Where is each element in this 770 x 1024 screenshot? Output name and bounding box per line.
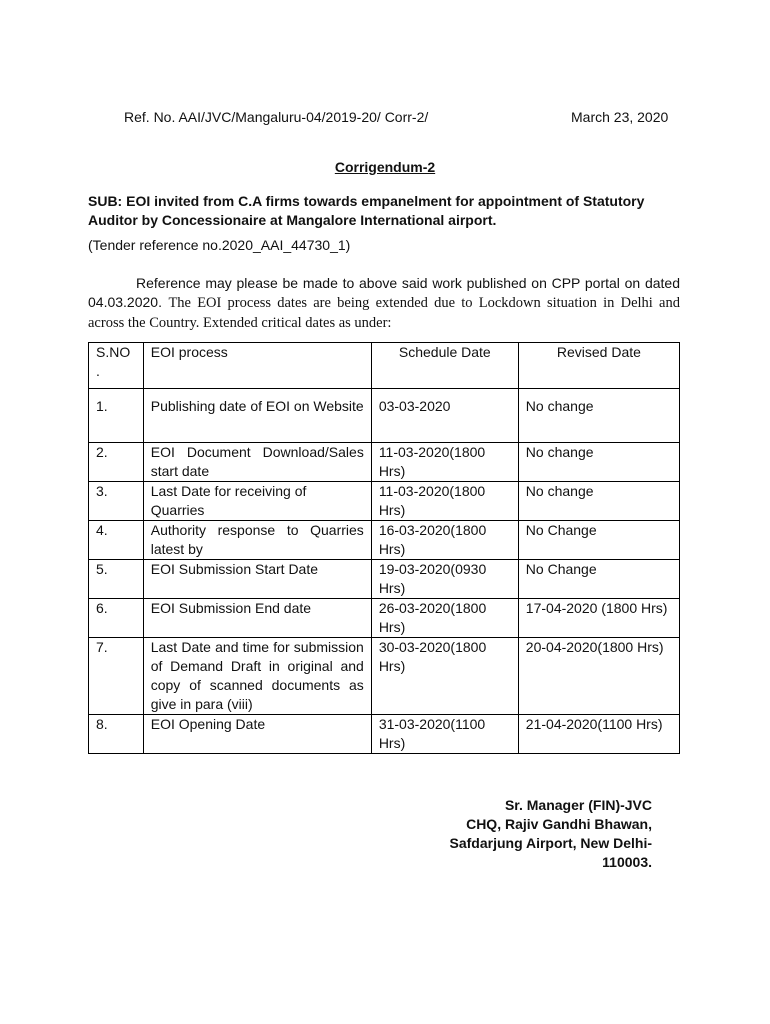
table-row xyxy=(89,521,680,560)
cell-process: EOI Opening Date xyxy=(143,715,371,754)
cell-sno: 8. xyxy=(89,715,144,754)
subject-line: SUB: EOI invited from C.A firms towards empanelment for appointment of Statutory Auditor by Concessionaire at Mangalore International airport. xyxy=(88,193,645,228)
eoi-dates-table xyxy=(88,342,680,754)
cell-process: Publishing date of EOI on Website xyxy=(143,389,371,443)
cell-revised: No change xyxy=(518,482,679,521)
document-title: Corrigendum-2 xyxy=(334,159,436,175)
cell-revised: 20-04-2020(1800 Hrs) xyxy=(518,638,679,715)
table-row xyxy=(89,482,680,521)
cell-revised: 17-04-2020 (1800 Hrs) xyxy=(518,599,679,638)
paragraph-part-2: The EOI process dates are being extended due to Lockdown situation in Delhi and across the Country. Extended critical dates as under: xyxy=(88,295,680,331)
body-paragraph xyxy=(88,274,680,333)
signature-designation: Sr. Manager (FIN)-JVC xyxy=(504,797,652,813)
cell-schedule: 19-03-2020(0930 Hrs) xyxy=(371,560,518,599)
cell-schedule: 11-03-2020(1800 Hrs) xyxy=(371,482,518,521)
table-row xyxy=(89,560,680,599)
document-date: March 23, 2020 xyxy=(571,109,669,125)
table-row xyxy=(89,443,680,482)
signature-address: Safdarjung Airport, New Delhi-110003. xyxy=(449,835,652,870)
signature-office: CHQ, Rajiv Gandhi Bhawan, xyxy=(466,816,652,832)
header-process: EOI process xyxy=(143,343,371,389)
table-row xyxy=(89,389,680,443)
tender-reference: (Tender reference no.2020_AAI_44730_1) xyxy=(88,237,351,253)
cell-revised: No change xyxy=(518,443,679,482)
cell-schedule: 03-03-2020 xyxy=(371,389,518,443)
signature-block xyxy=(400,796,652,872)
cell-revised: No Change xyxy=(518,560,679,599)
header-revised-date: Revised Date xyxy=(518,343,679,389)
cell-revised: No Change xyxy=(518,521,679,560)
cell-sno: 2. xyxy=(89,443,144,482)
cell-revised: No change xyxy=(518,389,679,443)
cell-sno: 7. xyxy=(89,638,144,715)
table-row xyxy=(89,638,680,715)
cell-process: Last Date for receiving of Quarries xyxy=(143,482,371,521)
table-row xyxy=(89,599,680,638)
table-row xyxy=(89,715,680,754)
cell-schedule: 26-03-2020(1800 Hrs) xyxy=(371,599,518,638)
paragraph-part-1: Reference may please be made to above said work published on CPP portal on dated 04.03.2020. xyxy=(88,275,680,310)
cell-revised: 21-04-2020(1100 Hrs) xyxy=(518,715,679,754)
cell-sno: 3. xyxy=(89,482,144,521)
cell-schedule: 30-03-2020(1800 Hrs) xyxy=(371,638,518,715)
cell-process: EOI Submission End date xyxy=(143,599,371,638)
cell-process: EOI Submission Start Date xyxy=(143,560,371,599)
table-header-row xyxy=(89,343,680,389)
header-schedule-date: Schedule Date xyxy=(371,343,518,389)
cell-schedule: 31-03-2020(1100 Hrs) xyxy=(371,715,518,754)
header-sno: S.NO . xyxy=(89,343,144,389)
cell-sno: 6. xyxy=(89,599,144,638)
cell-process: Authority response to Quarries latest by xyxy=(143,521,371,560)
cell-process: EOI Document Download/Sales start date xyxy=(143,443,371,482)
cell-process: Last Date and time for submission of Demand Draft in original and copy of scanned documents as give in para (viii) xyxy=(143,638,371,715)
cell-schedule: 11-03-2020(1800 Hrs) xyxy=(371,443,518,482)
cell-sno: 5. xyxy=(89,560,144,599)
cell-schedule: 16-03-2020(1800 Hrs) xyxy=(371,521,518,560)
reference-number: Ref. No. AAI/JVC/Mangaluru-04/2019-20/ Corr-2/ xyxy=(124,109,429,125)
cell-sno: 4. xyxy=(89,521,144,560)
cell-sno: 1. xyxy=(89,389,144,443)
